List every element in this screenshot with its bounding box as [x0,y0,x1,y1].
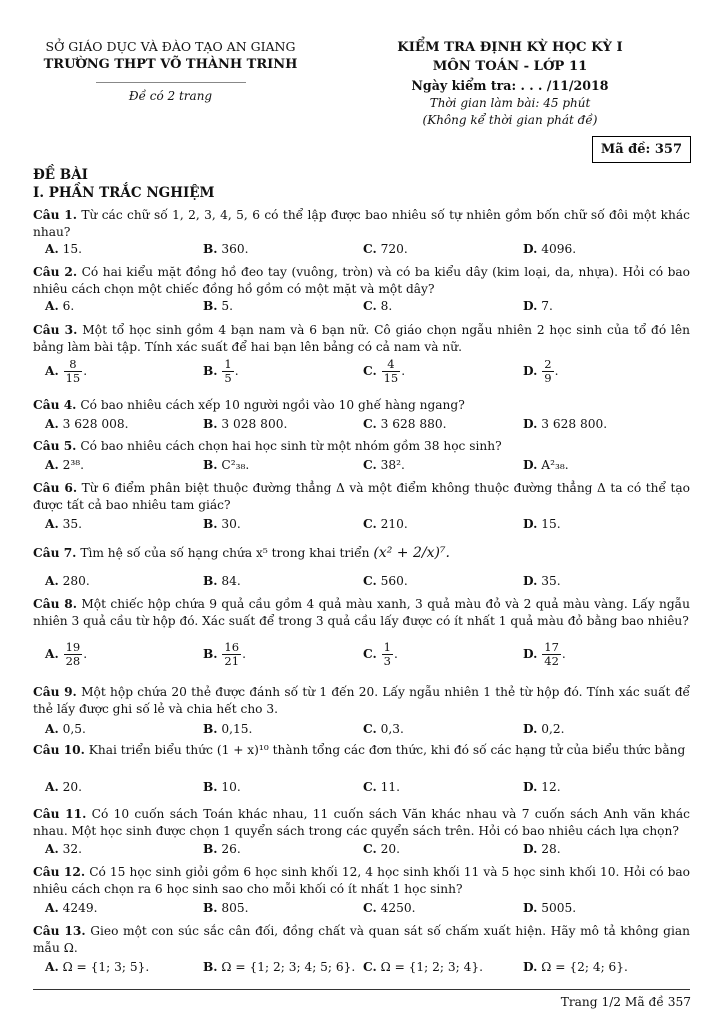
option-value: 2³⁸. [62,458,84,472]
question-3 [33,322,690,356]
question-9 [33,684,690,718]
option-b[interactable] [203,456,249,474]
question-text: Có bao nhiêu cách xếp 10 người ngồi vào 10 ghế hàng ngang? [80,398,465,412]
option-key: D. [523,364,538,378]
question-13 [33,923,690,957]
option-value: 210. [380,517,408,531]
option-c[interactable] [363,778,400,796]
option-value: 4096. [541,242,577,256]
fraction-denominator: 15 [383,371,399,385]
option-b[interactable] [203,840,241,858]
option-value: 280. [62,574,90,588]
option-key: C. [363,722,377,736]
question-text: Một tổ học sinh gồm 4 bạn nam và 6 bạn nữ. Cô giáo chọn ngẫu nhiên 2 học sinh của tổ đó lên bảng làm bài tập. Tính xác suất để hai bạn lên bảng có cả nam và nữ. [33,323,690,355]
fraction-numerator: 1 [224,357,232,371]
part-title: I. PHẦN TRẮC NGHIỆM [33,185,215,201]
question-11 [33,806,690,840]
fraction [64,641,83,668]
option-c[interactable] [363,720,404,738]
question-text: Có 15 học sinh giỏi gồm 6 học sinh khối 12, 4 học sinh khối 11 và 5 học sinh khối 10. Hỏi có bao nhiêu cách chọn ra 6 học sinh sao cho mỗi khối có ít nhất 1 học sinh? [33,865,691,897]
question-text: Có hai kiểu mặt đồng hồ đeo tay (vuông, tròn) và có ba kiểu dây (kim loại, da, nhựa). Hỏi có bao nhiêu cách chọn một chiếc đồng hồ gồm có một mặt và một dây? [33,265,690,297]
question-text: Từ các chữ số 1, 2, 3, 4, 5, 6 có thể lập được bao nhiêu số tự nhiên gồm bốn chữ số đôi một khác nhau? [33,208,690,240]
option-key: D. [523,299,538,313]
option-d[interactable]: D. $\frac{17}{42}$ . [523,640,566,668]
option-a[interactable] [45,456,84,474]
option-key: A. [45,780,59,794]
options-row [33,515,690,537]
option-key: D. [523,647,538,661]
option-d[interactable] [523,415,607,433]
option-c[interactable] [363,840,400,858]
option-key: A. [45,242,59,256]
options-row [33,297,690,319]
option-value: 3 028 800. [221,417,288,431]
option-value: 35. [541,574,561,588]
school-name: TRƯỜNG THPT VÕ THÀNH TRINH [43,57,298,72]
option-c[interactable] [363,515,408,533]
option-b[interactable] [203,572,241,590]
option-key: C. [363,299,377,313]
option-key: C. [363,517,377,531]
question-label: Câu 13. [33,924,86,938]
option-key: D. [523,780,538,794]
options-row [33,899,690,921]
options-row [33,357,690,388]
option-value: 0,15. [221,722,253,736]
option-b[interactable]: B. $\frac{1}{5}$ . [203,357,239,385]
header-left [28,38,313,105]
fraction [222,641,241,668]
option-c[interactable] [363,958,483,976]
options-row [33,456,690,478]
option-value: 3 628 008. [62,417,129,431]
option-value: Ω = {1; 3; 5}. [62,960,150,974]
option-key: B. [203,299,218,313]
option-value: 3 628 880. [380,417,447,431]
option-key: A. [45,364,59,378]
option-key: C. [363,960,377,974]
option-value: 32. [62,842,82,856]
options-row [33,415,690,437]
option-value: 84. [221,574,241,588]
option-c[interactable]: C. $\frac{4}{15}$ . [363,357,406,385]
option-key: D. [523,960,538,974]
option-value: C²₃₈. [221,458,250,472]
option-key: A. [45,574,59,588]
question-text: Một hộp chứa 20 thẻ được đánh số từ 1 đến 20. Lấy ngẫu nhiên 1 thẻ từ hộp đó. Tính xác suất để thẻ lấy được ghi số lẻ và chia hết cho 3. [33,685,691,717]
option-key: B. [203,417,218,431]
options-row [33,720,690,742]
question-10 [33,742,690,759]
option-d[interactable]: D. $\frac{2}{9}$ . [523,357,559,385]
option-d[interactable] [523,456,569,474]
option-c[interactable]: C. $\frac{1}{3}$ . [363,640,398,668]
question-label: Câu 4. [33,398,77,412]
question-expression: (x² + 2/x)⁷. [373,545,450,561]
option-key: A. [45,647,59,661]
exam-date: Ngày kiểm tra: . . . /11/2018 [411,78,609,93]
option-key: B. [203,842,218,856]
option-key: C. [363,242,377,256]
question-label: Câu 11. [33,807,87,821]
fraction-numerator: 2 [544,357,552,371]
question-label: Câu 3. [33,323,78,337]
fraction-numerator: 4 [382,358,401,372]
option-key: B. [203,647,218,661]
option-value: 28. [541,842,561,856]
option-b[interactable] [203,899,249,917]
option-d[interactable] [523,515,561,533]
duration-note: (Không kể thời gian phát đề) [422,113,598,127]
question-text: Tìm hệ số của số hạng chứa x⁵ trong khai triển [80,546,370,560]
fraction-numerator: 1 [383,640,391,654]
option-a[interactable] [45,572,90,590]
option-c[interactable] [363,240,408,258]
option-d[interactable] [523,958,628,976]
option-key: D. [523,517,538,531]
question-text: Khai triển biểu thức (1 + x)¹⁰ thành tổng các đơn thức, khi đó số các hạng tử của biểu thức bằng [88,743,686,757]
option-key: B. [203,364,218,378]
options-row [33,572,690,594]
option-key: B. [203,517,218,531]
options-row [33,240,690,262]
option-key: D. [523,901,538,915]
option-value: 26. [221,842,241,856]
option-d[interactable] [523,899,576,917]
option-a[interactable] [45,720,86,738]
question-label: Câu 5. [33,439,77,453]
fraction-denominator: 21 [224,654,240,668]
option-a[interactable] [45,297,74,315]
option-value: 30. [221,517,241,531]
option-d[interactable] [523,297,553,315]
option-b[interactable] [203,240,249,258]
option-value: A²₃₈. [541,458,569,472]
option-value: 11. [380,780,400,794]
option-key: B. [203,901,218,915]
option-value: 12. [541,780,561,794]
option-d[interactable] [523,840,561,858]
option-key: C. [363,574,377,588]
option-key: A. [45,901,59,915]
department-name: SỞ GIÁO DỤC VÀ ĐÀO TẠO AN GIANG [45,39,296,54]
option-key: A. [45,960,59,974]
option-a[interactable] [45,778,82,796]
fraction [382,358,401,385]
header-right [340,38,680,129]
option-value: 35. [62,517,82,531]
option-b[interactable] [203,958,355,976]
question-label: Câu 12. [33,865,86,879]
question-2 [33,264,690,298]
exam-title: KIỂM TRA ĐỊNH KỲ HỌC KỲ I [397,40,623,55]
option-c[interactable] [363,415,447,433]
option-b[interactable] [203,778,241,796]
fraction-denominator: 28 [65,654,81,668]
exam-duration: Thời gian làm bài: 45 phút [429,96,591,110]
option-a[interactable] [45,840,82,858]
option-value: 0,3. [380,722,404,736]
question-4 [33,397,690,414]
option-key: B. [203,242,218,256]
options-row [33,840,690,862]
fraction-numerator: 19 [65,640,81,654]
option-key: D. [523,574,538,588]
option-d[interactable] [523,240,576,258]
question-label: Câu 6. [33,481,78,495]
option-value: 15. [62,242,82,256]
fraction-numerator: 8 [64,358,83,372]
option-value: 5005. [541,901,577,915]
option-key: B. [203,458,218,472]
option-a[interactable]: A. $\frac{8}{15}$ . [45,357,88,385]
option-key: C. [363,417,377,431]
options-row [33,778,690,800]
question-text: Gieo một con súc sắc cân đối, đồng chất và quan sát số chấm xuất hiện. Hãy mô tả không gian mẫu Ω. [33,924,690,956]
fraction-denominator: 3 [383,654,391,668]
option-value: 7. [541,299,553,313]
option-key: A. [45,722,59,736]
options-row [33,958,690,980]
option-value: 8. [380,299,393,313]
question-12 [33,864,690,898]
option-b[interactable] [203,297,233,315]
question-text: Có bao nhiêu cách chọn hai học sinh từ một nhóm gồm 38 học sinh? [80,439,502,453]
option-value: 0,5. [62,722,86,736]
option-key: A. [45,842,59,856]
option-key: D. [523,242,538,256]
option-a[interactable]: A. $\frac{19}{28}$ . [45,640,88,668]
option-value: 20. [62,780,82,794]
option-value: 360. [221,242,249,256]
fraction [64,358,83,385]
question-1 [33,207,690,241]
option-value: 15. [541,517,561,531]
question-text: Có 10 cuốn sách Toán khác nhau, 11 cuốn sách Văn khác nhau và 7 cuốn sách Anh văn khác nhau. Một học sinh được chọn 1 quyển sách trong các quyển sách trên. Hỏi có bao nhiêu cách lựa chọn? [33,807,691,839]
option-value: 805. [221,901,249,915]
option-key: D. [523,458,538,472]
option-key: A. [45,299,59,313]
option-value: Ω = {1; 2; 3; 4}. [380,960,484,974]
option-b[interactable] [203,415,287,433]
option-key: C. [363,842,377,856]
option-value: 38². [380,458,405,472]
fraction [542,641,561,668]
option-key: B. [203,722,218,736]
question-7 [33,545,690,562]
option-b[interactable] [203,720,252,738]
option-key: D. [523,842,538,856]
option-a[interactable] [45,515,82,533]
option-key: B. [203,960,218,974]
fraction-numerator: 17 [544,640,559,654]
option-c[interactable] [363,456,405,474]
exam-code-box: Mã đề: 357 [592,136,691,163]
option-value: 5. [221,299,234,313]
option-key: C. [363,647,377,661]
option-b[interactable]: B. $\frac{16}{21}$ . [203,640,246,668]
question-6 [33,480,690,514]
option-value: 3 628 800. [541,417,608,431]
option-value: 720. [380,242,408,256]
option-key: B. [203,574,218,588]
option-value: 6. [62,299,75,313]
subject-title: MÔN TOÁN - LỚP 11 [432,59,588,74]
question-label: Câu 8. [33,597,77,611]
option-key: B. [203,780,218,794]
option-key: A. [45,458,59,472]
option-key: C. [363,458,377,472]
question-label: Câu 7. [33,546,77,560]
fraction-denominator: 9 [544,371,552,385]
fraction [542,358,553,385]
question-label: Câu 9. [33,685,77,699]
question-label: Câu 10. [33,743,85,757]
fraction-denominator: 42 [544,654,559,668]
option-key: C. [363,901,377,915]
page-footer: Trang 1/2 Mã đề 357 [560,995,691,1009]
option-key: A. [45,517,59,531]
fraction [382,641,393,668]
pages-note: Đề có 2 trang [128,89,213,103]
header-divider [96,82,246,83]
option-key: A. [45,417,59,431]
option-key: C. [363,780,377,794]
fraction-numerator: 16 [224,640,240,654]
question-text: Từ 6 điểm phân biệt thuộc đường thẳng Δ và một điểm không thuộc đường thẳng Δ ta có thể tạo được tất cả bao nhiêu tam giác? [33,481,691,513]
option-d[interactable] [523,778,561,796]
footer-divider [33,989,690,990]
question-text: Một chiếc hộp chứa 9 quả cầu gồm 4 quả màu xanh, 3 quả màu đỏ và 2 quả màu vàng. Lấy ngẫu nhiên 3 quả cầu từ hộp đó. Xác suất để trong 3 quả cầu lấy được có ít nhất 1 quả màu đỏ bằng bao nhiêu? [33,597,690,629]
option-c[interactable] [363,572,408,590]
option-c[interactable] [363,899,416,917]
option-a[interactable] [45,240,82,258]
option-a[interactable] [45,899,97,917]
option-d[interactable] [523,720,565,738]
option-value: 0,2. [541,722,565,736]
options-row [33,640,690,671]
option-value: 20. [380,842,400,856]
question-5 [33,438,690,455]
option-c[interactable] [363,297,392,315]
option-value: Ω = {1; 2; 3; 4; 5; 6}. [221,960,356,974]
option-key: D. [523,722,538,736]
question-8 [33,596,690,630]
fraction [222,358,233,385]
option-key: C. [363,364,377,378]
fraction-denominator: 5 [224,371,232,385]
fraction-denominator: 15 [65,371,81,385]
option-value: 4250. [380,901,416,915]
option-a[interactable] [45,958,149,976]
option-d[interactable] [523,572,561,590]
option-key: D. [523,417,538,431]
option-value: 4249. [62,901,98,915]
section-title: ĐỀ BÀI [33,167,88,183]
option-value: Ω = {2; 4; 6}. [541,960,628,974]
option-value: 560. [380,574,408,588]
option-a[interactable] [45,415,128,433]
question-label: Câu 1. [33,208,77,222]
option-value: 10. [221,780,241,794]
question-label: Câu 2. [33,265,78,279]
option-b[interactable] [203,515,241,533]
